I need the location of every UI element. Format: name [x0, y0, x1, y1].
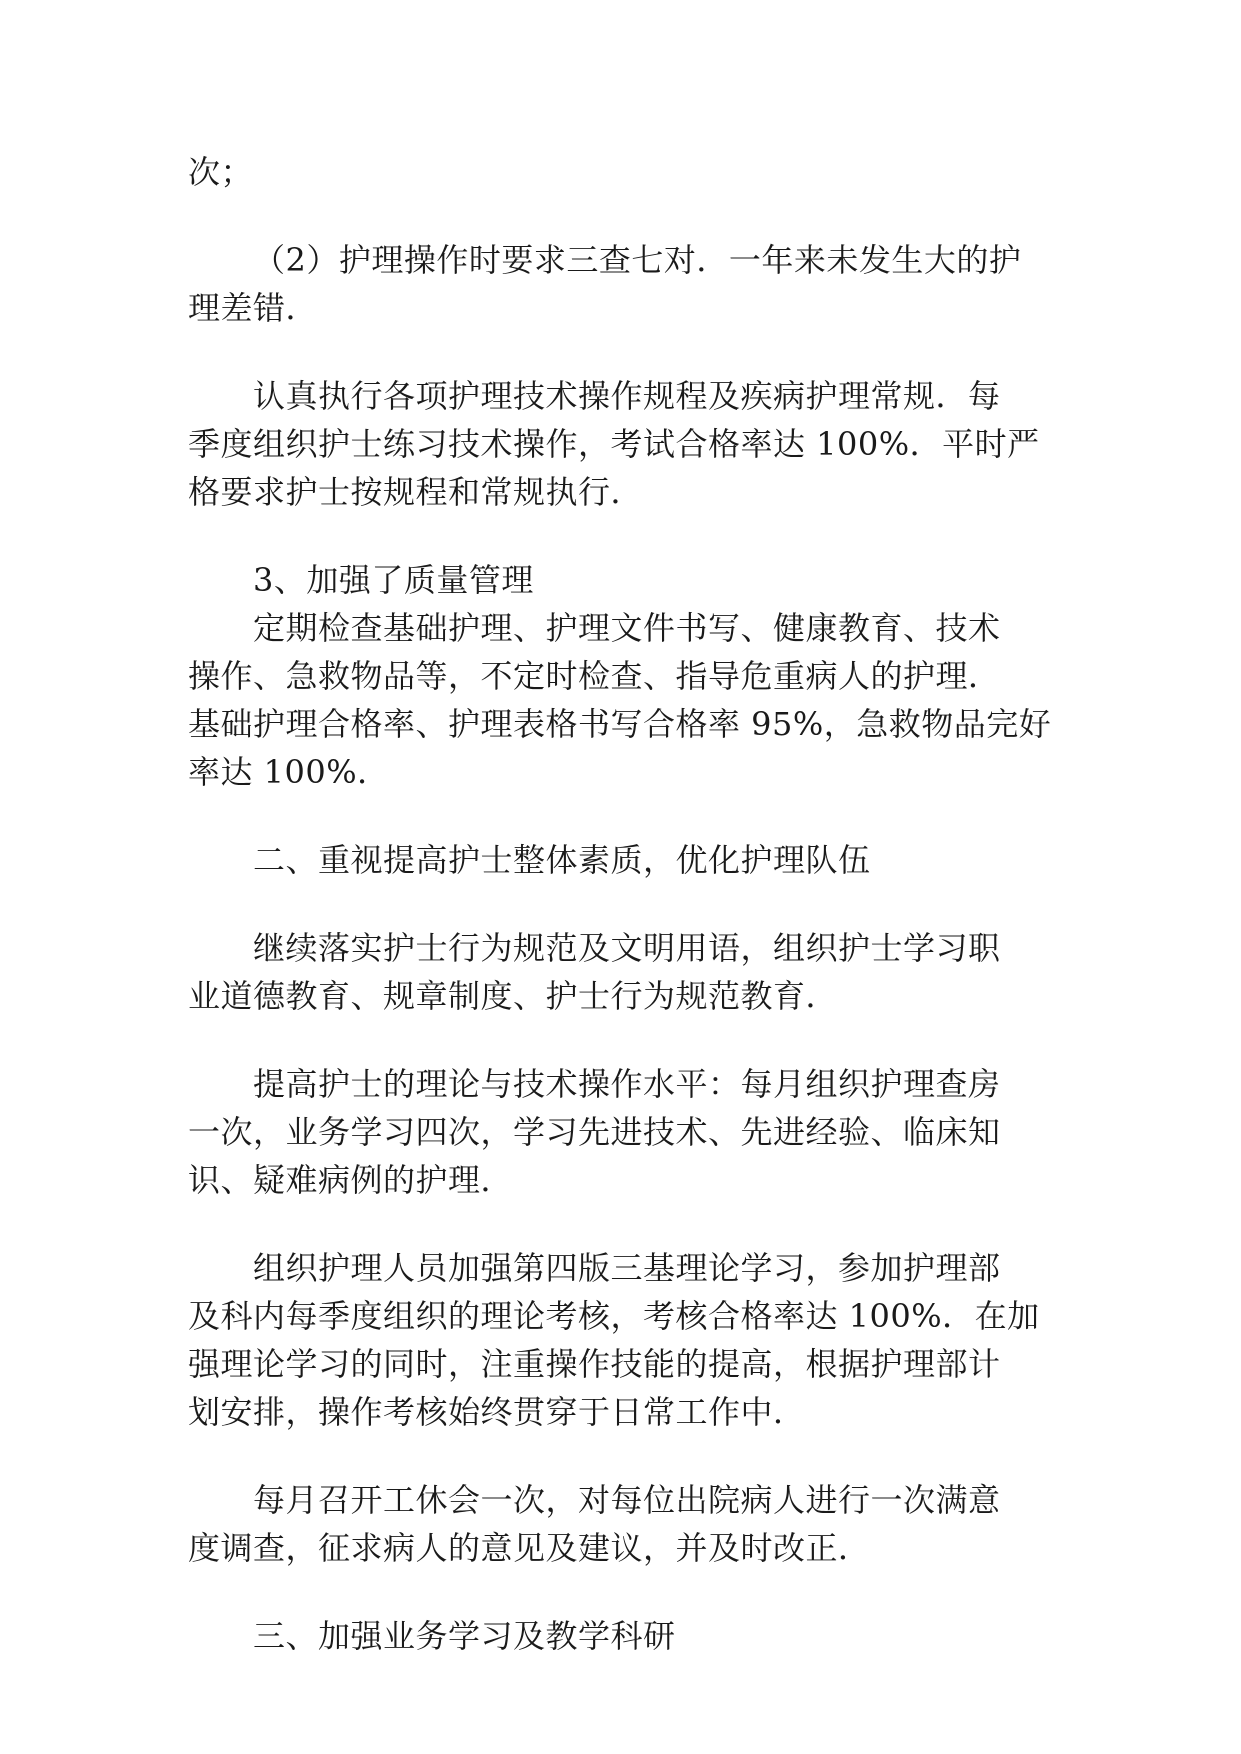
- text-line: 继续落实护士行为规范及文明用语，组织护士学习职: [253, 929, 1001, 967]
- text-line: 认真执行各项护理技术操作规程及疾病护理常规．每: [253, 377, 1001, 415]
- text-line: 定期检查基础护理、护理文件书写、健康教育、技术: [253, 609, 1001, 647]
- text-line: 及科内每季度组织的理论考核，考核合格率达 100%．在加: [188, 1297, 1040, 1335]
- text-line: 操作、急救物品等，不定时检查、指导危重病人的护理．: [188, 657, 1001, 695]
- text-line: 一次，业务学习四次，学习先进技术、先进经验、临床知: [188, 1113, 1001, 1151]
- text-line: 提高护士的理论与技术操作水平：每月组织护理查房: [253, 1065, 1001, 1103]
- text-line: 组织护理人员加强第四版三基理论学习，参加护理部: [253, 1249, 1001, 1287]
- text-line: 基础护理合格率、护理表格书写合格率 95%，急救物品完好: [188, 705, 1052, 743]
- text-line: （2）护理操作时要求三查七对．一年来未发生大的护: [253, 241, 1022, 279]
- section-heading: 二、重视提高护士整体素质，优化护理队伍: [253, 841, 871, 879]
- text-line: 季度组织护士练习技术操作，考试合格率达 100%．平时严: [188, 425, 1040, 463]
- text-line: 每月召开工休会一次，对每位出院病人进行一次满意: [253, 1481, 1001, 1519]
- text-line: 业道德教育、规章制度、护士行为规范教育．: [188, 977, 839, 1015]
- text-line: 格要求护士按规程和常规执行．: [188, 473, 644, 511]
- section-heading: 3、加强了质量管理: [253, 561, 534, 599]
- text-line: 度调查，征求病人的意见及建议，并及时改正．: [188, 1529, 871, 1567]
- text-line: 识、疑难病例的护理．: [188, 1161, 514, 1199]
- text-line: 次；: [188, 153, 254, 191]
- section-heading: 三、加强业务学习及教学科研: [253, 1617, 676, 1655]
- text-line: 强理论学习的同时，注重操作技能的提高，根据护理部计: [188, 1345, 1001, 1383]
- text-line: 理差错．: [188, 289, 319, 327]
- text-line: 率达 100%．: [188, 753, 390, 791]
- text-line: 划安排，操作考核始终贯穿于日常工作中．: [188, 1393, 806, 1431]
